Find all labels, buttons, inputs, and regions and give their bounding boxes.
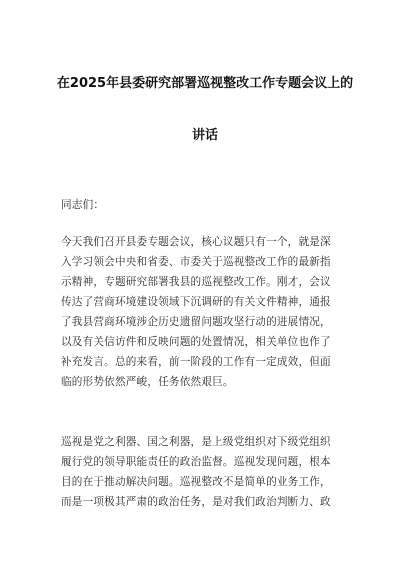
paragraph-line: 履行党的领导职能责任的政治监督。巡视发现问题，根本 [61,456,331,468]
paragraph-line: 传达了营商环境建设领域下沉调研的有关文件精神，通报 [61,296,331,308]
document-title: 在2025年县委研究部署巡视整改工作专题会议上的 [56,76,354,91]
paragraph-line: 今天我们召开县委专题会议，核心议题只有一个，就是深 [61,236,331,248]
document-title-continuation: 讲话 [191,128,218,143]
paragraph-line: 而是一项极其严肃的政治任务，是对我们政治判断力、政 [61,496,331,508]
paragraph-line: 示精神，专题研究部署我县的巡视整改工作。刚才，会议 [61,276,331,288]
paragraph-line: 目的在于推动解决问题。巡视整改不是简单的业务工作， [61,476,331,488]
paragraph-line: 了我县营商环境涉企历史遗留问题攻坚行动的进展情况， [61,316,331,328]
body-paragraph [61,432,361,512]
body-paragraph [61,232,361,392]
paragraph-line: 入学习领会中央和省委、市委关于巡视整改工作的最新指 [61,256,331,268]
paragraph-line: 临的形势依然严峻，任务依然艰巨。 [61,376,234,388]
paragraph-line: 以及有关信访件和反映问题的处置情况，相关单位也作了 [61,336,331,348]
paragraph-line: 补充发言。总的来看，前一阶段的工作有一定成效，但面 [61,356,331,368]
salutation: 同志们： [61,199,105,211]
paragraph-line: 巡视是党之利器、国之利器，是上级党组织对下级党组织 [61,436,331,448]
